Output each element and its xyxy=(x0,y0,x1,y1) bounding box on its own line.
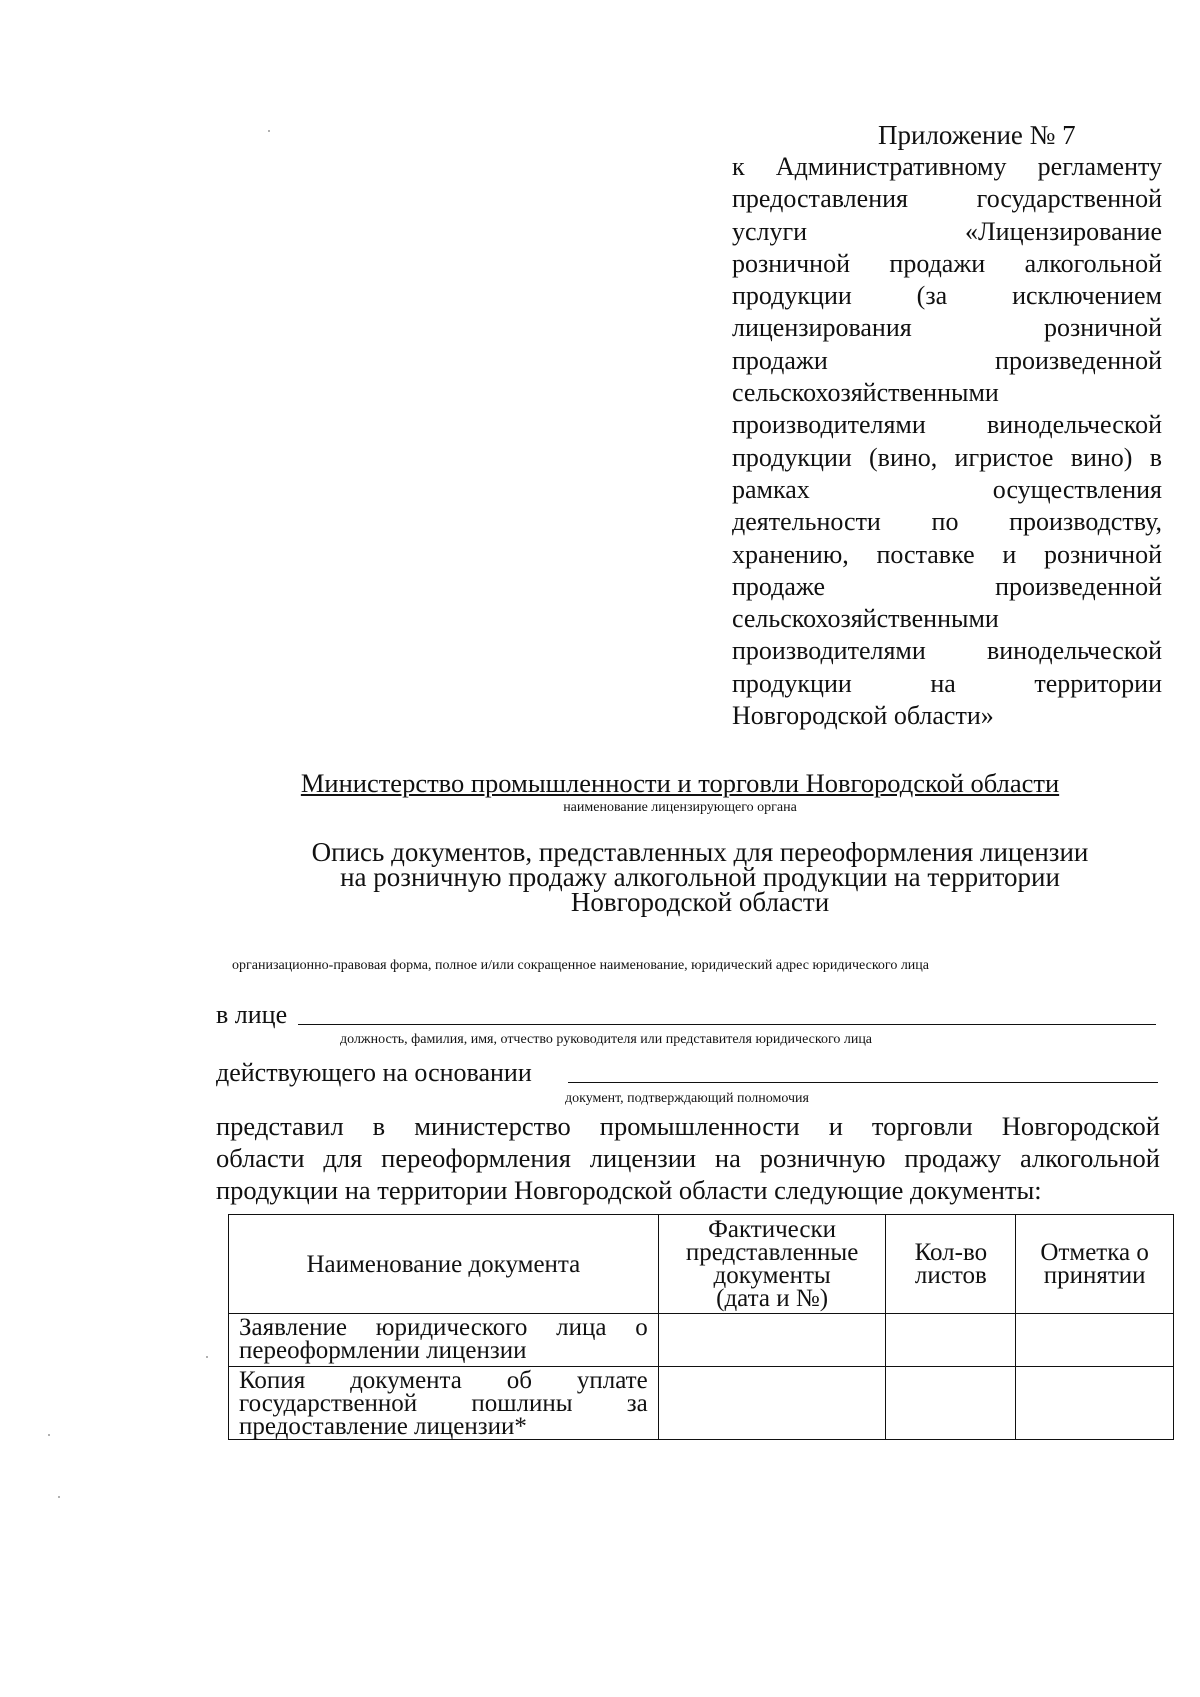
document-title-line: Опись документов, представленных для переоформления лицензии xyxy=(311,837,1089,867)
appendix-line: деятельности по производству, xyxy=(732,507,1162,537)
appendix-line: сельскохозяйственными xyxy=(732,378,999,408)
appendix-line: услуги «Лицензирование xyxy=(732,216,1162,246)
scan-speck xyxy=(268,130,270,132)
table-header-row xyxy=(229,1215,1174,1314)
document-title-line: на розничную продажу алкогольной продукции на территории xyxy=(340,862,1060,892)
document-name-line: переоформлении лицензии xyxy=(239,1337,527,1364)
appendix-line: Новгородской области» xyxy=(732,701,994,731)
header-label: документы xyxy=(713,1262,831,1289)
sheet-count-cell[interactable] xyxy=(886,1367,1016,1440)
header-label: (дата и №) xyxy=(716,1285,829,1312)
appendix-title: Приложение № 7 xyxy=(878,120,1076,150)
paragraph-line: области для переоформления лицензии на розничную продажу алкогольной xyxy=(216,1143,1160,1173)
document-name-cell xyxy=(229,1367,659,1440)
scan-speck xyxy=(206,1356,208,1358)
appendix-line: продукции (за исключением xyxy=(732,281,1162,311)
header-acceptance-mark xyxy=(1016,1215,1174,1314)
basis-field[interactable] xyxy=(568,1082,1158,1083)
appendix-line: продажи произведенной xyxy=(732,345,1162,375)
appendix-line: розничной продажи алкогольной xyxy=(732,248,1162,278)
header-label: представленные xyxy=(685,1239,859,1266)
document-name-line: предоставление лицензии* xyxy=(239,1413,527,1440)
appendix-line: лицензирования розничной xyxy=(732,313,1162,343)
appendix-line: хранению, поставке и розничной xyxy=(732,539,1162,569)
header-label: принятии xyxy=(1043,1262,1146,1289)
in-person-label: в лице xyxy=(216,1000,288,1029)
appendix-line: производителями винодельческой xyxy=(732,410,1162,440)
header-document-name xyxy=(229,1215,659,1314)
header-actual-documents xyxy=(658,1215,886,1314)
document-name-line: Заявление юридического лица о xyxy=(239,1314,648,1341)
document-name-line: государственной пошлины за xyxy=(239,1390,648,1417)
in-person-field[interactable] xyxy=(298,1024,1156,1025)
table-row xyxy=(229,1314,1174,1367)
basis-label: действующего на основании xyxy=(216,1058,532,1087)
paragraph-line: продукции на территории Новгородской области следующие документы: xyxy=(216,1175,1042,1205)
header-document-name-label: Наименование документа xyxy=(306,1250,581,1278)
document-name-line: Копия документа об уплате xyxy=(239,1367,648,1394)
scan-speck xyxy=(58,1496,60,1498)
documents-table xyxy=(228,1214,1174,1440)
document-title xyxy=(200,837,1200,917)
basis-caption: документ, подтверждающий полномочия xyxy=(565,1091,809,1106)
organization-caption: организационно-правовая форма, полное и/или сокращенное наименование, юридический адрес юридического лица xyxy=(232,958,930,973)
header-label: листов xyxy=(914,1262,987,1289)
appendix-line: продаже произведенной xyxy=(732,571,1162,601)
document-title-line: Новгородской области xyxy=(570,887,830,917)
appendix-line: рамках осуществления xyxy=(732,474,1162,504)
appendix-line: продукции на территории xyxy=(732,668,1162,698)
appendix-line: сельскохозяйственными xyxy=(732,604,999,634)
appendix-line: предоставления государственной xyxy=(732,184,1162,214)
appendix-line: продукции (вино, игристое вино) в xyxy=(732,442,1162,472)
actual-documents-cell[interactable] xyxy=(658,1314,886,1367)
intro-paragraph xyxy=(216,1110,1160,1206)
licensing-authority-name: Министерство промышленности и торговли Новгородской области xyxy=(300,768,1060,798)
scan-speck xyxy=(48,1434,50,1436)
header-label: Отметка о xyxy=(1040,1239,1149,1266)
appendix-reference xyxy=(732,151,1162,732)
sheet-count-cell[interactable] xyxy=(886,1314,1016,1367)
licensing-authority-caption: наименование лицензирующего органа xyxy=(563,800,797,815)
appendix-line: производителями винодельческой xyxy=(732,636,1162,666)
appendix-line: к Административному регламенту xyxy=(732,152,1162,181)
actual-documents-cell[interactable] xyxy=(658,1367,886,1440)
table-row xyxy=(229,1367,1174,1440)
header-label: Кол-во xyxy=(914,1239,988,1266)
in-person-caption: должность, фамилия, имя, отчество руководителя или представителя юридического лица xyxy=(340,1032,873,1047)
paragraph-line: представил в министерство промышленности и торговли Новгородской xyxy=(216,1111,1160,1141)
acceptance-mark-cell[interactable] xyxy=(1016,1367,1174,1440)
header-label: Фактически xyxy=(708,1216,837,1243)
document-name-cell xyxy=(229,1314,659,1367)
acceptance-mark-cell[interactable] xyxy=(1016,1314,1174,1367)
header-sheet-count xyxy=(886,1215,1016,1314)
